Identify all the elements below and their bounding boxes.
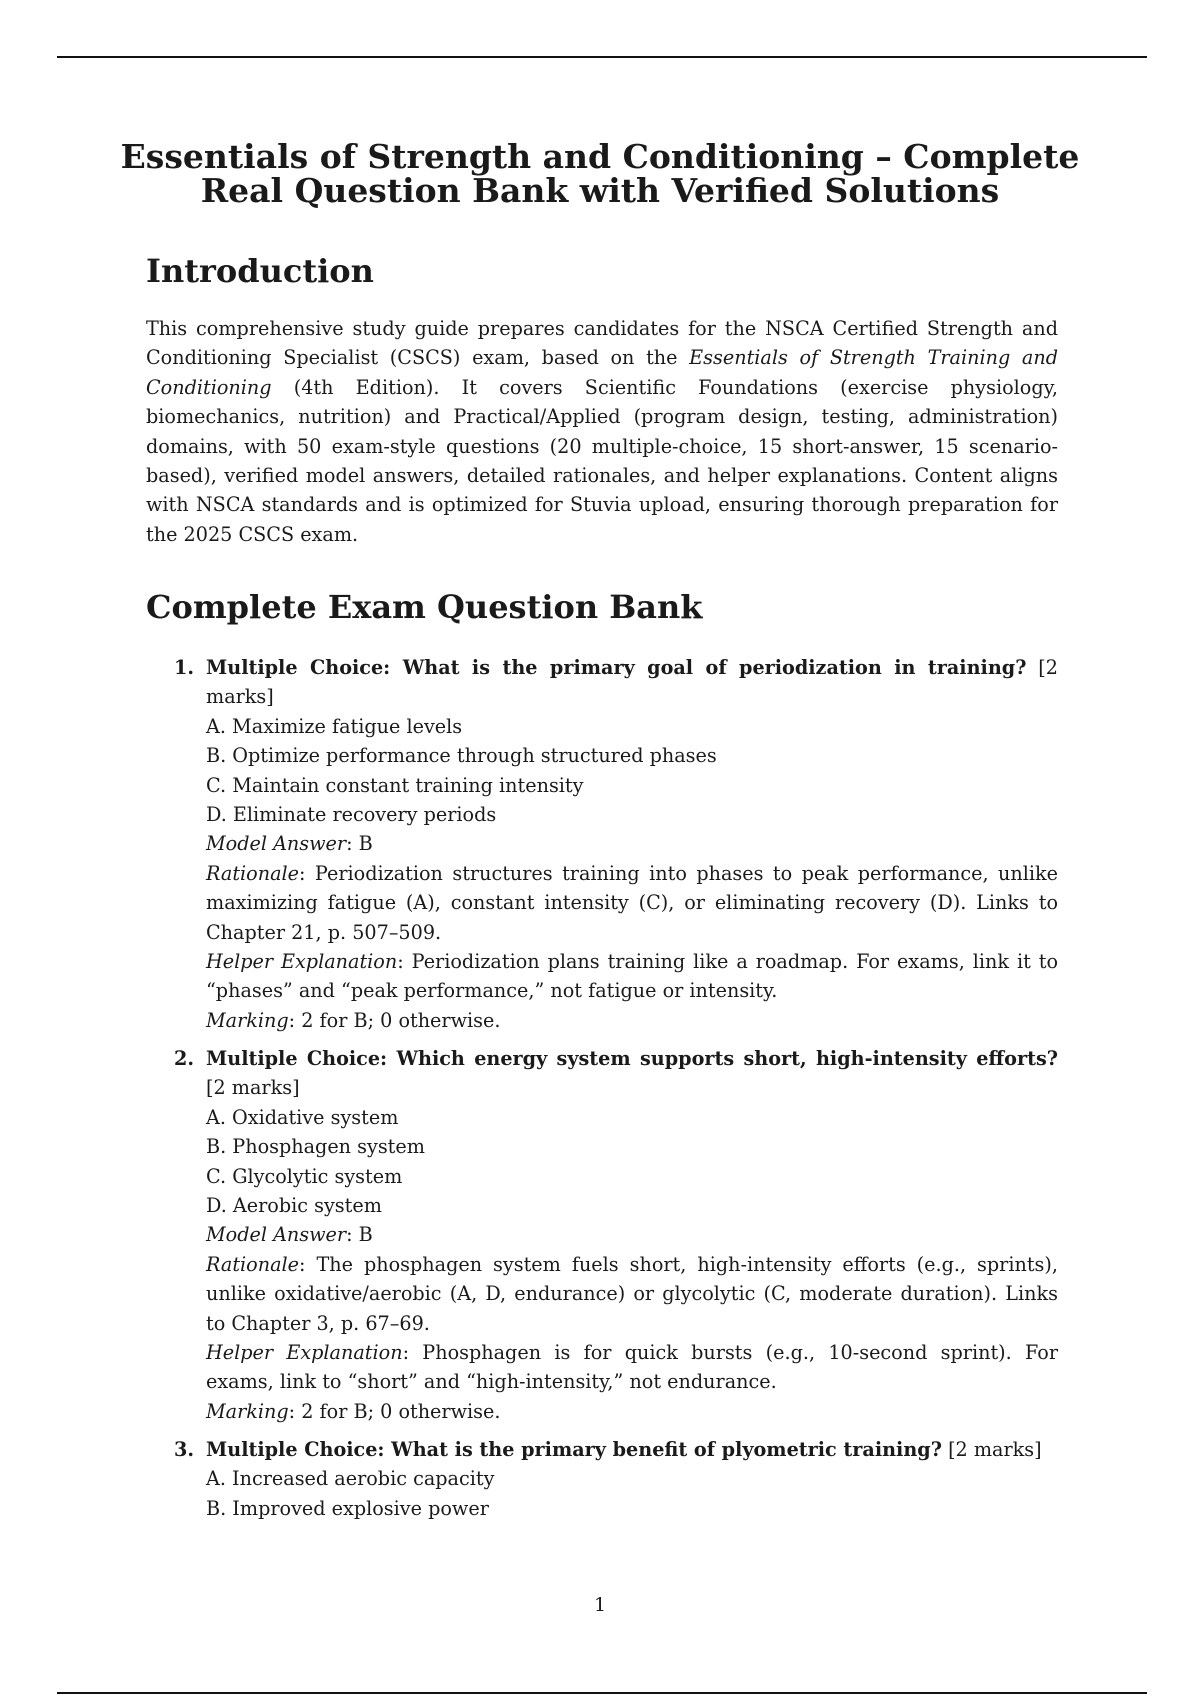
question-marks: [2 marks] [206, 1076, 300, 1100]
title-line-1: Essentials of Strength and Conditioning – Complete [120, 137, 1080, 176]
intro-text-after: (4th Edition). It covers Scientific Foundations (exercise physiology, biomechanics, nutrition) and Practical/Applied (program design, testing, administration) domains, with 50 exam-style questions (20 multiple-choice, 15 short-answer, 15 scenario-based), verified model answers, detailed rationales, and helper explanations. Content aligns with NSCA standards and is optimized for Stuvia upload, ensuring thorough preparation for the 2025 CSCS exam. [146, 375, 1058, 546]
helper-explanation [206, 1338, 1058, 1397]
title-line-2: Real Question Bank with Verified Solutions [200, 171, 1000, 210]
helper-label: Helper Explanation [206, 950, 398, 974]
model-answer-label: Model Answer [206, 832, 347, 856]
intro-text-before: This comprehensive study guide prepares candidates for the NSCA Certified Strength and Conditioning Specialist (CSCS) exam, based on the [146, 317, 1058, 370]
question-header [206, 1044, 1058, 1103]
question-header [206, 653, 1058, 712]
rationale-text: : Periodization structures training into phases to peak performance, unlike maximizing fatigue (A), constant intensity (C), or eliminating recovery (D). Links to Chapter 21, p. 507–509. [206, 861, 1058, 944]
model-answer-value: : B [346, 1223, 373, 1247]
question-header [206, 1435, 1058, 1464]
option-c: C. Glycolytic system [206, 1164, 403, 1188]
introduction-paragraph [146, 314, 1058, 549]
question-number: 2. [174, 1047, 195, 1070]
question-marks: [2 marks] [941, 1438, 1042, 1461]
introduction-heading: Introduction [146, 252, 374, 290]
rationale-label: Rationale [206, 861, 300, 885]
option-d: D. Eliminate recovery periods [206, 803, 497, 827]
option-a: A. Oxidative system [206, 1105, 399, 1129]
rationale [206, 1250, 1058, 1338]
book-title: Essentials of Strength Training and Conditioning [146, 346, 1058, 399]
helper-text: : Periodization plans training like a roadmap. For exams, link it to “phases” and “peak performance,” not fatigue or intensity. [206, 950, 1059, 1003]
bottom-rule [57, 1692, 1147, 1694]
page-number: 1 [593, 1594, 607, 1616]
question-stem: Multiple Choice: What is the primary goal of periodization in training? [206, 656, 1027, 679]
question-marks: [2 marks] [206, 656, 1058, 709]
model-answer [206, 1220, 1058, 1249]
question-2 [174, 1044, 1059, 1426]
question-3 [174, 1435, 1058, 1523]
option-a: A. Increased aerobic capacity [206, 1467, 495, 1491]
helper-text: : Phosphagen is for quick bursts (e.g., 10-second sprint). For exams, link to “short” and “high-intensity,” not endurance. [206, 1341, 1059, 1394]
option-b: B. Optimize performance through structured phases [206, 744, 717, 768]
model-answer [206, 829, 1058, 858]
marking [206, 1397, 1058, 1426]
top-rule [57, 56, 1147, 58]
option-b: B. Phosphagen system [206, 1135, 425, 1159]
rationale [206, 859, 1058, 947]
question-stem: Multiple Choice: What is the primary benefit of plyometric training? [206, 1438, 942, 1461]
option-c: C. Maintain constant training intensity [206, 773, 584, 797]
marking-label: Marking [206, 1008, 289, 1032]
option-a: A. Maximize fatigue levels [206, 714, 463, 738]
rationale-label: Rationale [206, 1252, 300, 1276]
option-b: B. Improved explosive power [206, 1496, 489, 1520]
helper-label: Helper Explanation [206, 1341, 403, 1365]
question-number: 1. [174, 656, 195, 679]
option-d: D. Aerobic system [206, 1194, 382, 1218]
marking [206, 1006, 1058, 1035]
model-answer-label: Model Answer [206, 1223, 347, 1247]
marking-label: Marking [206, 1399, 289, 1423]
question-bank-heading: Complete Exam Question Bank [146, 588, 703, 626]
marking-text: : 2 for B; 0 otherwise. [288, 1008, 501, 1032]
question-number: 3. [174, 1438, 195, 1461]
model-answer-value: : B [346, 832, 373, 856]
rationale-text: : The phosphagen system fuels short, high-intensity efforts (e.g., sprints), unlike oxidative/aerobic (A, D, endurance) or glycolytic (C, moderate duration). Links to Chapter 3, p. 67–69. [206, 1252, 1058, 1335]
question-1 [174, 653, 1059, 1035]
question-stem: Multiple Choice: Which energy system supports short, high-intensity efforts? [206, 1047, 1058, 1070]
marking-text: : 2 for B; 0 otherwise. [288, 1399, 501, 1423]
helper-explanation [206, 947, 1058, 1006]
document-title [100, 137, 1100, 210]
